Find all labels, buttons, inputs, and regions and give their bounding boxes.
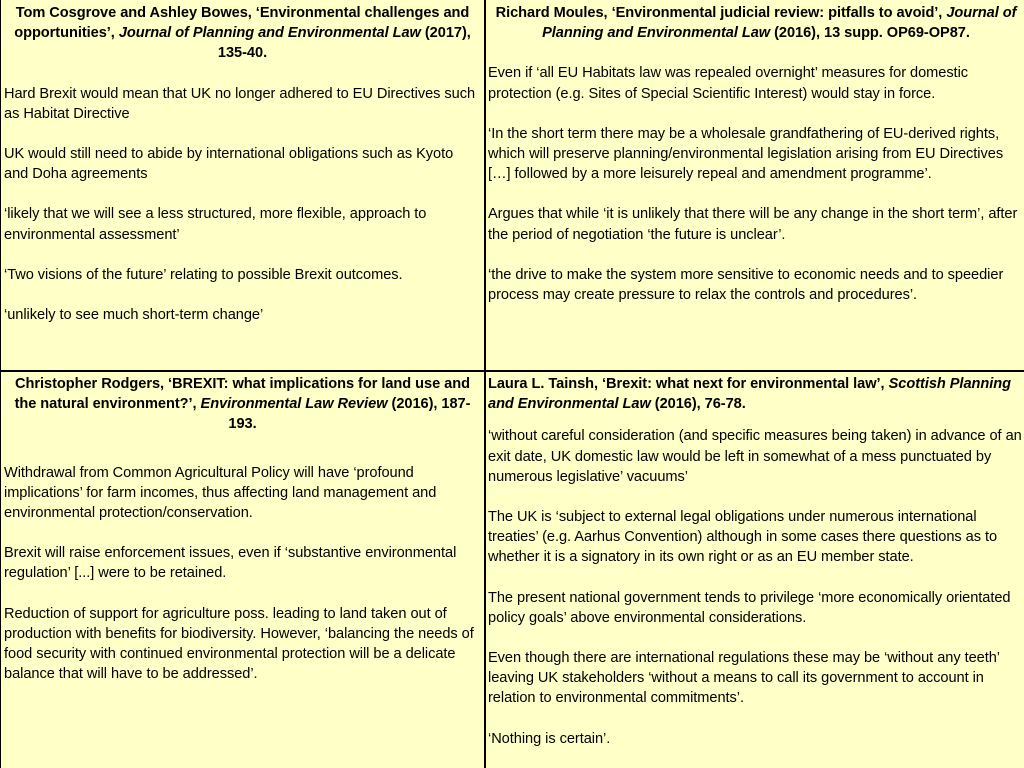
note-paragraph: ‘unlikely to see much short-term change’	[4, 307, 264, 324]
note-paragraph: Brexit will raise enforcement issues, even if ‘substantive environmental regulation’ [...] were to be retained.	[4, 545, 457, 582]
note-paragraph: ‘likely that we will see a less structured, more flexible, approach to environmental assessment’	[4, 206, 427, 243]
source-author-title: Laura L. Tainsh, ‘Brexit: what next for environmental law’,	[488, 376, 885, 392]
source-author-title: Tom Cosgrove and Ashley Bowes, ‘Environmental challenges and opportunities’,	[14, 5, 470, 42]
source-heading	[4, 374, 481, 435]
source-citation: (2016), 187-193.	[228, 396, 471, 433]
note-paragraph: The present national government tends to privilege ‘more economically orientated policy goals’ above environmental considerations.	[488, 589, 1011, 626]
source-author-title: Christopher Rodgers, ‘BREXIT: what implications for land use and the natural environment?’,	[14, 376, 470, 413]
note-paragraph: Reduction of support for agriculture poss. leading to land taken out of production with benefits for biodiversity. However, ‘balancing the needs of food security with continued environmental protection will be a delicate balance that will have to be addressed’.	[4, 605, 474, 683]
table-divider-vertical	[484, 0, 486, 768]
cell-cosgrove-bowes	[0, 0, 485, 371]
note-paragraph: ‘Nothing is certain’.	[488, 730, 611, 747]
cell-rodgers	[0, 371, 485, 768]
note-paragraph: ‘Two visions of the future’ relating to possible Brexit outcomes.	[4, 266, 403, 283]
note-paragraph: ‘the drive to make the system more sensitive to economic needs and to speedier process may create pressure to relax the controls and procedures’.	[488, 266, 1004, 304]
source-heading	[488, 3, 1024, 43]
cell-moules	[485, 0, 1024, 371]
source-heading	[488, 374, 1024, 414]
table-border-left	[0, 0, 1, 768]
source-citation: (2017), 135-40.	[217, 25, 471, 62]
source-citation: (2016), 13 supp. OP69-OP87.	[774, 25, 970, 42]
source-journal: Scottish Planning and Environmental Law	[488, 376, 1011, 413]
table-divider-horizontal	[0, 370, 1024, 372]
note-paragraph: Even though there are international regulations these may be ‘without any teeth’ leaving UK stakeholders ‘without a means to call its government to account in relation to environmental commitments’.	[488, 650, 1000, 707]
note-paragraph: Withdrawal from Common Agricultural Policy will have ‘profound implications’ for farm incomes, thus affecting land management and environmental protection/conservation.	[4, 464, 437, 522]
source-author-title: Richard Moules, ‘Environmental judicial review: pitfalls to avoid’,	[495, 5, 943, 21]
source-heading	[4, 3, 481, 64]
note-paragraph: ‘In the short term there may be a wholesale grandfathering of EU-derived rights, which will preserve planning/environmental legislation arising from EU Directives […] followed by a more leisurely repeal and amendment programme’.	[488, 125, 1004, 183]
note-paragraph: Even if ‘all EU Habitats law was repealed overnight’ measures for domestic protection (e.g. Sites of Special Scientific Interest) would stay in force.	[488, 65, 969, 102]
note-paragraph: The UK is ‘subject to external legal obligations under numerous international treaties’ (e.g. Aarhus Convention) although in some cases there questions as to whether it is a signatory in its own right or as an EU member state.	[488, 509, 998, 566]
cell-tainsh	[485, 371, 1024, 768]
source-journal: Journal of Planning and Environmental Law	[118, 25, 421, 42]
source-journal: Environmental Law Review	[200, 396, 388, 413]
note-paragraph: Argues that while ‘it is unlikely that there will be any change in the short term’, after the period of negotiation ‘the future is unclear’.	[488, 206, 1018, 243]
note-paragraph: ‘without careful consideration (and specific measures being taken) in advance of an exit date, UK domestic law would be left in somewhat of a mess punctuated by numerous legislative’ vacuums’	[488, 428, 1022, 485]
source-journal: Journal of Planning and Environmental Law	[542, 5, 1017, 42]
note-paragraph: UK would still need to abide by international obligations such as Kyoto and Doha agreements	[4, 146, 454, 183]
source-citation: (2016), 76-78.	[654, 396, 746, 413]
note-paragraph: Hard Brexit would mean that UK no longer adhered to EU Directives such as Habitat Directive	[4, 85, 476, 122]
